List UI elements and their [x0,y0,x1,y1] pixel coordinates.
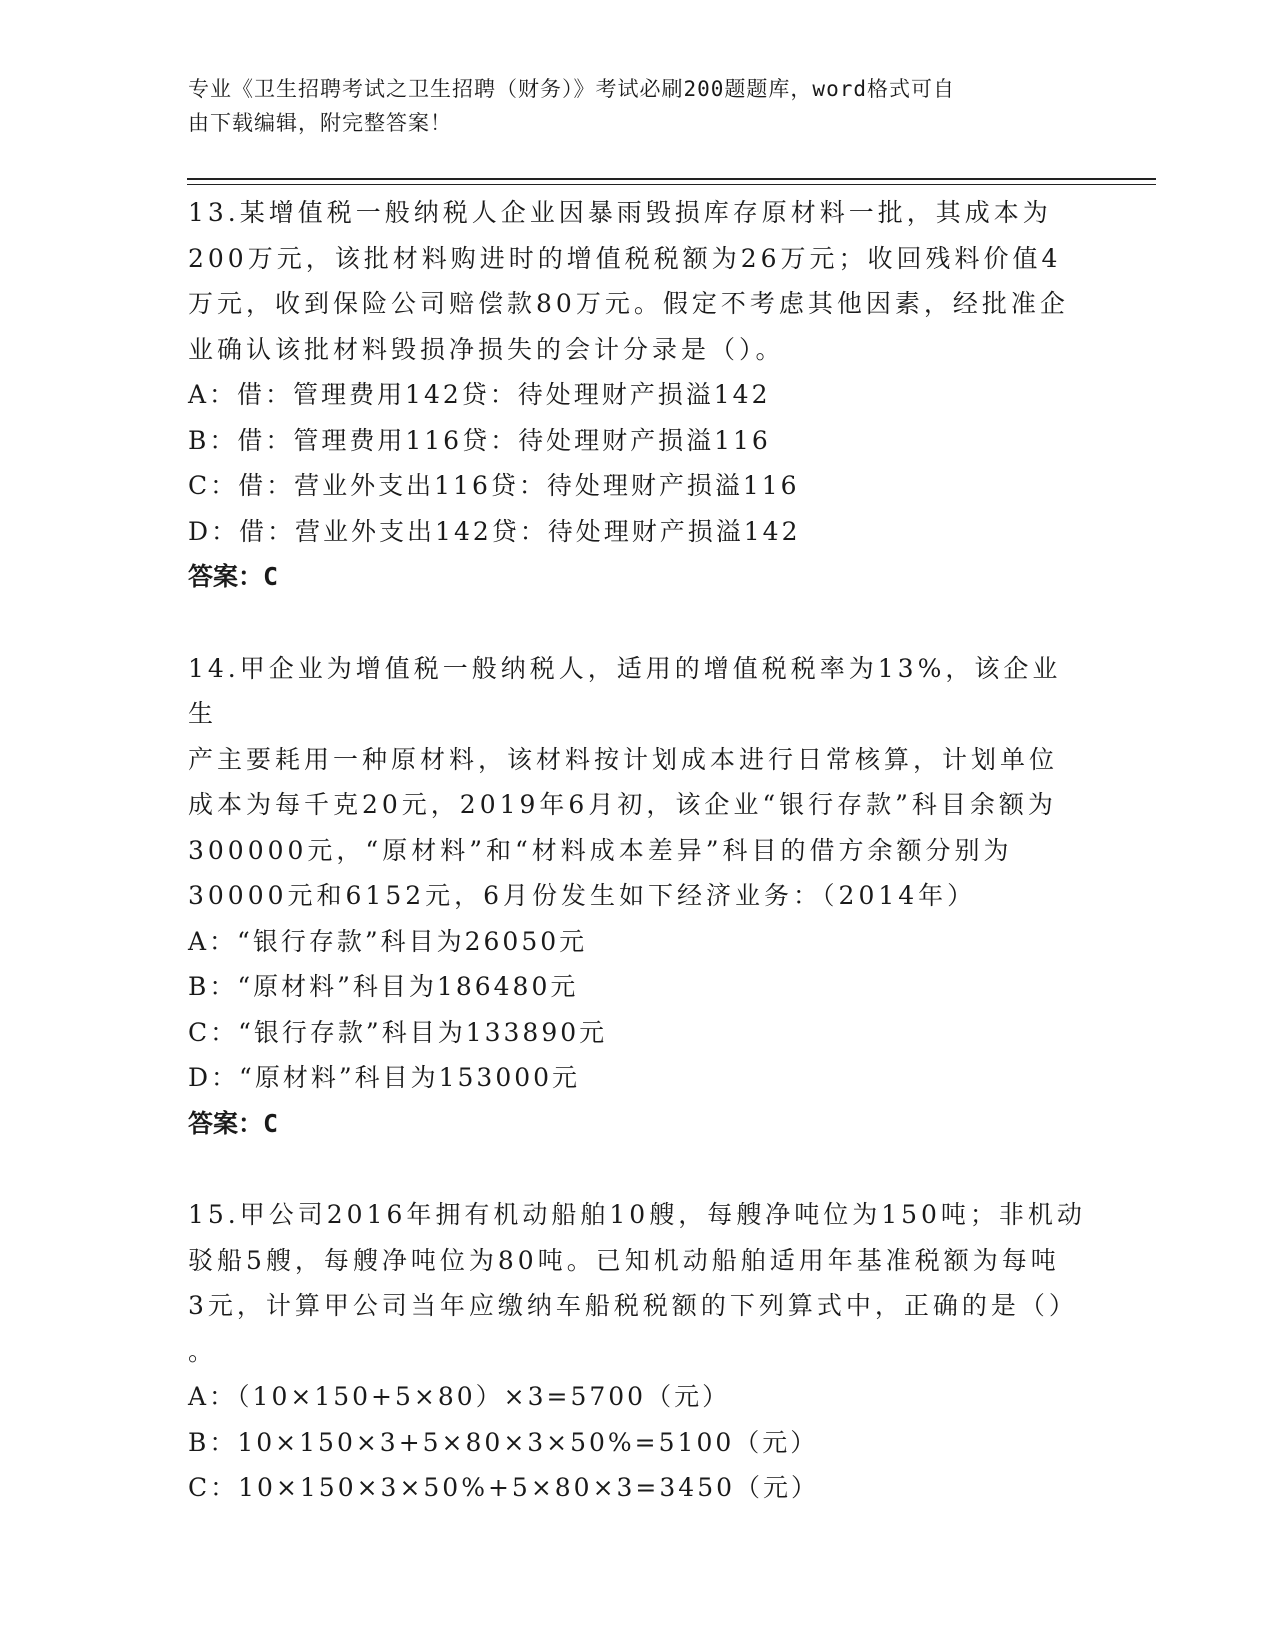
question-stem-line: 30000元和6152元，6月份发生如下经济业务：（2014年） [188,881,977,910]
option-b: B：“原材料”科目为186480元 [188,972,579,1001]
question-spacer [188,600,1088,646]
option-c: C：10×150×3×50%+5×80×3=3450（元） [188,1473,820,1502]
option-c: C：借：营业外支出116贷：待处理财产损溢116 [188,471,800,500]
question-stem-line: 200万元，该批材料购进时的增值税税额为26万元；收回残料价值4 [188,243,1062,273]
question-13 [188,190,1088,600]
question-stem-line: 。 [188,1336,218,1366]
header-line-1: 专业《卫生招聘考试之卫生招聘（财务）》考试必刷200题题库，word格式可自 [188,77,955,101]
option-a: A：借：管理费用142贷：待处理财产损溢142 [188,380,771,409]
question-stem-line: 14.甲企业为增值税一般纳税人，适用的增值税税率为13%，该企业生 [188,653,1062,728]
question-spacer [188,1146,1088,1192]
question-stem-line: 13.某增值税一般纳税人企业因暴雨毁损库存原材料一批，其成本为 [188,198,1052,227]
question-stem-line: 驳船5艘，每艘净吨位为80吨。已知机动船舶适用年基准税额为每吨 [188,1245,1060,1275]
document-header [188,72,1068,140]
option-d: D：借：营业外支出142贷：待处理财产损溢142 [188,516,801,546]
question-15 [188,1192,1088,1511]
question-stem-line: 万元，收到保险公司赔偿款80万元。假定不考虑其他因素，经批准企 [188,289,1069,318]
option-b: B：10×150×3+5×80×3×50%=5100（元） [188,1427,819,1457]
option-c: C：“银行存款”科目为133890元 [188,1017,608,1047]
header-divider-thick [187,178,1156,180]
question-stem-line: 产主要耗用一种原材料，该材料按计划成本进行日常核算，计划单位 [188,744,1059,774]
option-d: D：“原材料”科目为153000元 [188,1063,581,1092]
question-stem-line: 300000元，“原材料”和“材料成本差异”科目的借方余额分别为 [188,835,1013,865]
answer-label: 答案：C [188,1108,279,1138]
question-list [188,190,1088,1511]
header-line-2: 由下载编辑，附完整答案！ [188,111,452,135]
option-b: B：借：管理费用116贷：待处理财产损溢116 [188,425,771,455]
header-divider-thin [187,184,1156,185]
question-stem-line: 15.甲公司2016年拥有机动船舶10艘，每艘净吨位为150吨；非机动 [188,1200,1086,1229]
question-stem-line: 3元，计算甲公司当年应缴纳车船税税额的下列算式中，正确的是（） [188,1291,1078,1320]
question-stem-line: 业确认该批材料毁损净损失的会计分录是（）。 [188,334,785,364]
answer-label: 答案：C [188,562,279,591]
question-14 [188,646,1088,1147]
option-a: A：（10×150+5×80）×3=5700（元） [188,1382,731,1411]
option-a: A：“银行存款”科目为26050元 [188,926,588,956]
question-stem-line: 成本为每千克20元，2019年6月初，该企业“银行存款”科目余额为 [188,790,1057,819]
